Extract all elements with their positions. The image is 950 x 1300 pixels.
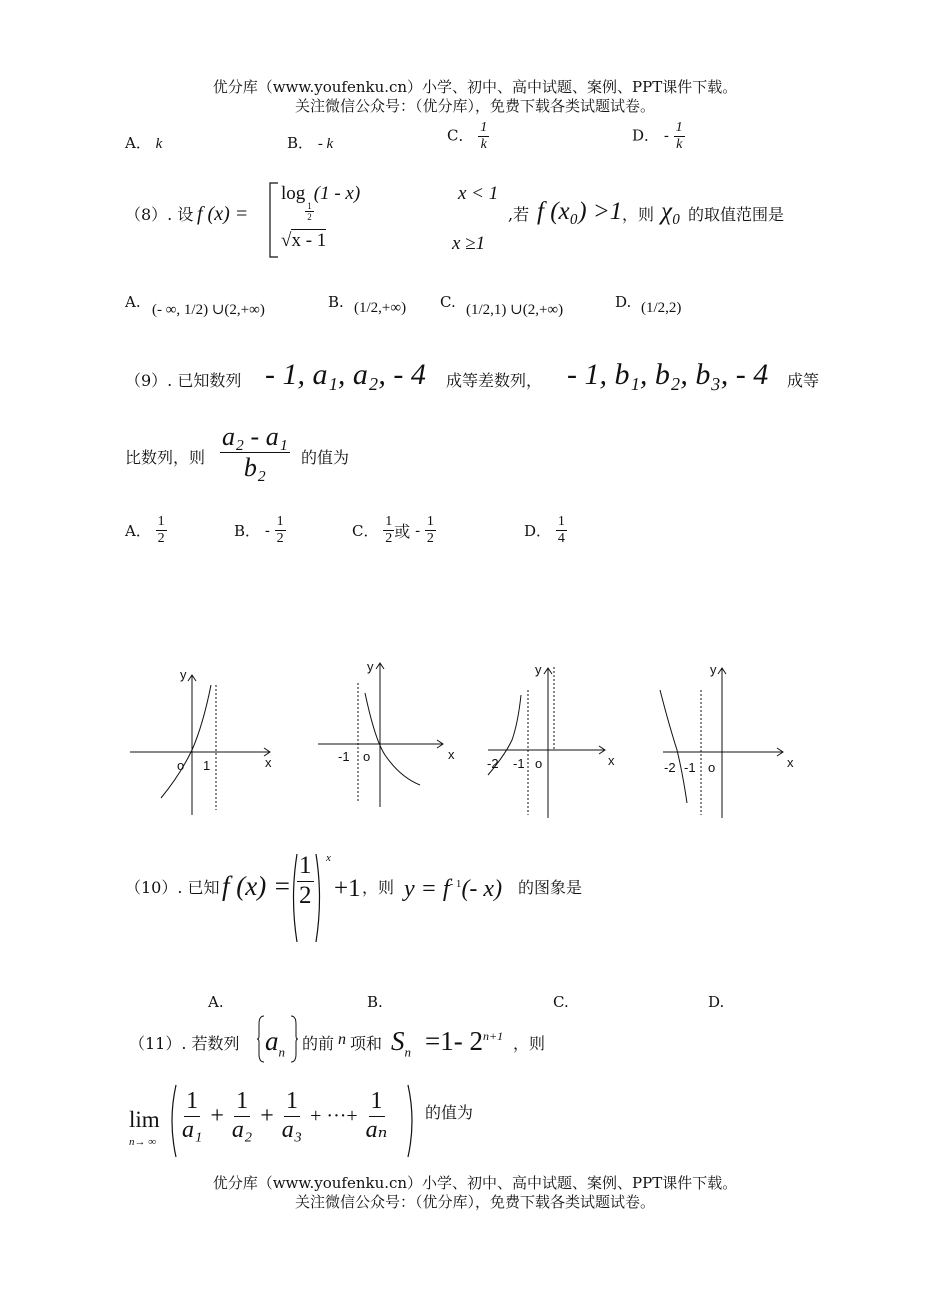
q11-end: 的值为 — [425, 1103, 474, 1122]
q8-var: χ₀ — [661, 198, 681, 225]
graph-b-tick-1: -1 — [338, 749, 350, 764]
q10-option-a: A. — [208, 993, 224, 1011]
q7-option-b: B． - k — [287, 134, 334, 152]
q11-suffix: ，则 — [513, 1034, 546, 1053]
q11-mid-2: 项和 — [350, 1034, 383, 1053]
graph-c-tick-1: -2 — [487, 756, 499, 771]
q11-left-paren — [166, 1083, 178, 1159]
q11-right-paren — [406, 1083, 418, 1159]
q10-suffix: 的图象是 — [518, 878, 583, 897]
graph-d-x-label: x — [787, 755, 794, 770]
graph-a-origin: o — [177, 758, 185, 773]
q10-right-paren — [314, 852, 324, 944]
header-line-2: 关注微信公众号：（优分库），免费下载各类试题试卷。 — [294, 97, 655, 115]
q11-seq: $a_n$ — [265, 1026, 285, 1060]
graph-d-tick-1: -2 — [664, 760, 676, 775]
header-line-1: 优分库（www.youfenku.cn）小学、初中、高中试题、案例、PPT课件下载。 — [212, 78, 738, 96]
q9-suffix: 成等 — [787, 371, 820, 390]
q7-option-d: D． - $\frac{1}{k}$ — [632, 120, 683, 153]
q9-prefix: （9）. 已知数列 — [125, 371, 242, 390]
q11-sn: $S_n$ — [391, 1026, 411, 1060]
q7-option-a: A． k — [125, 134, 163, 152]
q8-case-1-cond: x < 1 — [458, 183, 499, 204]
q8-option-b: (1/2,+∞) — [354, 300, 407, 316]
q9-option-c: C． $\frac{1}{2}$ 或 - $\frac{1}{2}$ — [352, 514, 434, 547]
graph-c-tick-2: -1 — [513, 756, 525, 771]
graph-a-curve — [161, 685, 211, 798]
q8-mid-2: ，则 — [622, 205, 655, 224]
graph-b-origin: o — [363, 749, 371, 764]
q7-option-c: C． $\frac{1}{k}$ — [447, 120, 488, 153]
graph-b-curve — [365, 693, 420, 785]
q8-option-c-label: C. — [440, 293, 456, 311]
q9-option-b: B． - $\frac{1}{2}$ — [234, 514, 284, 547]
q8-mid: ,若 — [508, 205, 530, 224]
q11-prefix: （11）. 若数列 — [129, 1034, 240, 1053]
graph-a — [125, 655, 285, 815]
graph-d — [655, 655, 815, 820]
graph-a-tick-1: 1 — [203, 758, 211, 773]
q8-prefix: （8）. 设 — [125, 205, 194, 224]
q10-base: $\frac{1}{2}$ — [299, 852, 312, 909]
q9-seq-1: - 1, a₁, a₂, - 4 — [265, 358, 426, 391]
q10-plus: +1 — [334, 875, 361, 902]
footer-line-2: 关注微信公众号：（优分库），免费下载各类试题试卷。 — [294, 1193, 655, 1211]
q8-case-2-cond: x ≥1 — [452, 233, 486, 254]
graph-c-x-label: x — [608, 753, 615, 768]
q9-option-d: D． $\frac{1}{4}$ — [524, 514, 565, 547]
q10-option-d: D. — [708, 993, 725, 1011]
graph-d-y-label: y — [710, 662, 717, 677]
graph-c — [480, 655, 640, 820]
q8-case-2: √x - 1 — [281, 230, 327, 251]
q8-option-d-label: D. — [615, 293, 632, 311]
q11-lim-sub: n→ ∞ — [129, 1136, 157, 1148]
q8-option-b-label: B. — [328, 293, 344, 311]
q8-option-c: (1/2,1) ∪(2,+∞) — [466, 302, 564, 318]
graph-b — [315, 655, 475, 815]
graph-d-tick-2: -1 — [684, 760, 696, 775]
q11-right-brace — [289, 1014, 299, 1064]
q8-condition: f (x₀) >1 — [537, 198, 623, 225]
q8-fx: f (x) = — [197, 203, 249, 225]
q11-n: n — [338, 1031, 346, 1048]
graph-b-y-label: y — [367, 659, 374, 674]
q10-mid: ，则 — [362, 878, 395, 897]
q8-option-a: (- ∞, 1/2) ∪(2,+∞) — [152, 302, 265, 318]
q8-brace — [266, 181, 280, 259]
q9-mid: 成等差数列， — [446, 371, 543, 390]
q11-mid: 的前 — [302, 1034, 335, 1053]
graph-a-y-label: y — [180, 667, 187, 682]
graph-b-x-label: x — [448, 747, 455, 762]
q9-option-a: A． $\frac{1}{2}$ — [125, 514, 165, 547]
q11-lim: lim — [129, 1107, 160, 1132]
graph-c-origin: o — [535, 756, 543, 771]
graph-a-x-label: x — [265, 755, 272, 770]
graph-d-curve — [660, 690, 687, 803]
q8-option-a-label: A. — [125, 293, 141, 311]
q10-option-c: C. — [553, 993, 569, 1011]
graph-c-y-label: y — [535, 662, 542, 677]
q8-case-1: log $\frac{1}{2}$ (1 - x) — [281, 183, 361, 223]
footer-line-1: 优分库（www.youfenku.cn）小学、初中、高中试题、案例、PPT课件下载。 — [212, 1174, 738, 1192]
q10-exponent: x — [326, 852, 331, 864]
q9-line2-prefix: 比数列，则 — [125, 448, 206, 467]
q10-option-b: B. — [367, 993, 383, 1011]
q11-sum: $\frac{1}{\text{a₁}}$ + $\frac{1}{\text{a₂}}$ + $\frac{1}{\text{a₃}}$ + ···+ $\frac{1}{\text{aₙ}}$ — [182, 1088, 388, 1143]
q11-sum-expression: =1- $2^{n+1}$ — [425, 1026, 504, 1056]
q8-suffix: 的取值范围是 — [688, 205, 785, 224]
q10-prefix: （10）. 已知 — [125, 878, 220, 897]
q10-inverse: $y = f^{- 1}(-$ x) — [404, 876, 503, 902]
q10-fx: f (x) = — [222, 871, 292, 901]
q9-seq-2: - 1, b₁, b₂, b₃, - 4 — [567, 358, 769, 391]
q9-fraction: $\frac{\text{a₂ - a₁}}{\text{b₂}}$ — [222, 422, 288, 482]
graph-d-origin: o — [708, 760, 716, 775]
q9-line2-suffix: 的值为 — [301, 448, 350, 467]
q8-option-d: (1/2,2) — [641, 300, 682, 316]
